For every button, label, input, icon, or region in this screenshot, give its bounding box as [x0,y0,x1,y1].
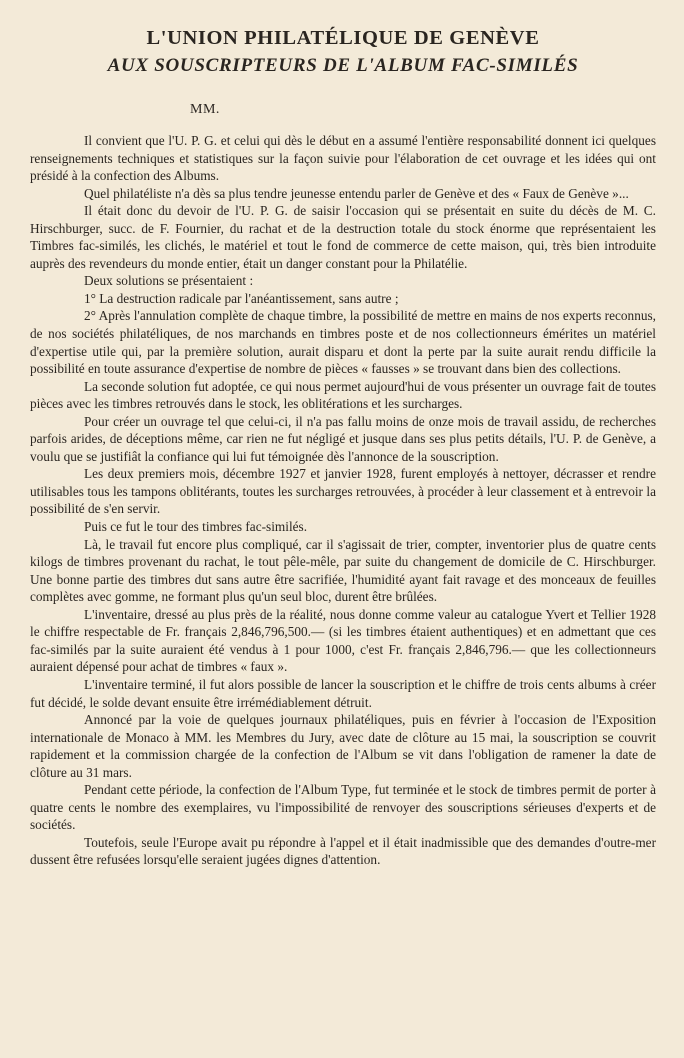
paragraph: Il convient que l'U. P. G. et celui qui dès le début en a assumé l'entière responsabilité donnent ici quelques renseignements techniques et statistiques sur la façon suivie pour l'élaboration de cet ouvrage et les idées qui ont présidé à la confection des Albums. [30,133,656,184]
paragraph: L'inventaire, dressé au plus près de la réalité, nous donne comme valeur au catalogue Yvert et Tellier 1928 le chiffre respectable de Fr. français 2,846,796,500.— (si les timbres étaient authentiques) et en admettant que ces fac-similés par la suite auraient été vendus à 1 pour 1000, c'est Fr. français 2,846,796.— que les collectionneurs auraient dépensé pour achat de timbres « faux ». [30,606,656,675]
paragraph: Pendant cette période, la confection de l'Album Type, fut terminée et le stock de timbres permit de porter à quatre cents le nombre des exemplaires, vu l'impossibilité de renvoyer des souscriptions sérieuses d'experts et de sociétés. [30,782,656,833]
document-body [30,132,656,869]
paragraph: L'inventaire terminé, il fut alors possible de lancer la souscription et le chiffre de trois cents albums à créer fut décidé, le solde devant ensuite être irrémédiablement détruit. [30,676,656,710]
paragraph: Il était donc du devoir de l'U. P. G. de saisir l'occasion qui se présentait en suite du décès de M. C. Hirschburger, succ. de F. Fournier, du rachat et de la destruction totale du stock énorme que représentaient les Timbres fac-similés, les clichés, le matériel et tout le fond de commerce de cette maison, qui, très bien introduite auprès des revendeurs du monde entier, était un danger constant pour la Philatélie. [30,203,656,271]
paragraph: Toutefois, seule l'Europe avait pu répondre à l'appel et il était inadmissible que des demandes d'outre-mer dussent être refusées lorsqu'elle seraient jugées dignes d'attention. [30,834,656,868]
paragraph: La seconde solution fut adoptée, ce qui nous permet aujourd'hui de vous présenter un ouvrage fait de toutes pièces avec les timbres retrouvés dans le stock, les oblitérations et les surcharges. [30,378,656,412]
paragraph: Là, le travail fut encore plus compliqué, car il s'agissait de trier, compter, inventorier plus de quatre cents kilogs de timbres provenant du rachat, le tout pêle-mêle, par suite du changement de domicile de C. Hirschburger. Une bonne partie des timbres dut sans autre être sacrifiée, l'humidité ayant fait ravage et des monceaux de feuilles complètes avec gomme, ne formant plus qu'un seul bloc, durent être brûlées. [30,536,656,605]
paragraph: 2° Après l'annulation complète de chaque timbre, la possibilité de mettre en mains de nos experts reconnus, de nos sociétés philatéliques, de nos marchands en timbres poste et de nos collectionneurs émérites un matériel d'expertise utile qui, par la première solution, aurait disparu et dont la perte par la suite aurait rendu difficile la possibilité en toute assurance d'expertise de nombre de pièces « fausses » se trouvant dans bien des collections. [30,308,656,377]
paragraph: Pour créer un ouvrage tel que celui-ci, il n'a pas fallu moins de onze mois de travail assidu, de recherches parfois arides, de déceptions même, car rien ne fut négligé et jusque dans ses plus petits détails, l'U. P. de Genève, a voulu que se justifiât la confiance qui lui fut témoignée dès l'annonce de la souscription. [30,413,656,464]
paragraph: 1° La destruction radicale par l'anéantissement, sans autre ; [84,290,399,306]
document-subtitle: AUX SOUSCRIPTEURS DE L'ALBUM FAC-SIMILÉS [107,55,579,76]
paragraph: Annoncé par la voie de quelques journaux philatéliques, puis en février à l'occasion de l'Exposition internationale de Monaco à MM. les Membres du Jury, avec date de clôture au 15 mai, la souscription se couvrit rapidement et la commission chargée de la confection de l'Album se vit dans l'obligation de ramener la date de clôture au 31 mars. [30,712,656,780]
paragraph: Les deux premiers mois, décembre 1927 et janvier 1928, furent employés à nettoyer, décrasser et rendre utilisables tous les tampons oblitérants, toutes les surcharges retrouvées, à procéder à leur classement et à entrevoir la possibilité de s'en servir. [30,466,656,517]
document-title: L'UNION PHILATÉLIQUE DE GENÈVE [146,27,540,49]
paragraph: Quel philatéliste n'a dès sa plus tendre jeunesse entendu parler de Genève et des « Faux de Genève »... [84,185,629,201]
paragraph: Deux solutions se présentaient : [84,273,254,289]
salutation: MM. [190,102,220,117]
paragraph: Puis ce fut le tour des timbres fac-similés. [84,519,308,535]
